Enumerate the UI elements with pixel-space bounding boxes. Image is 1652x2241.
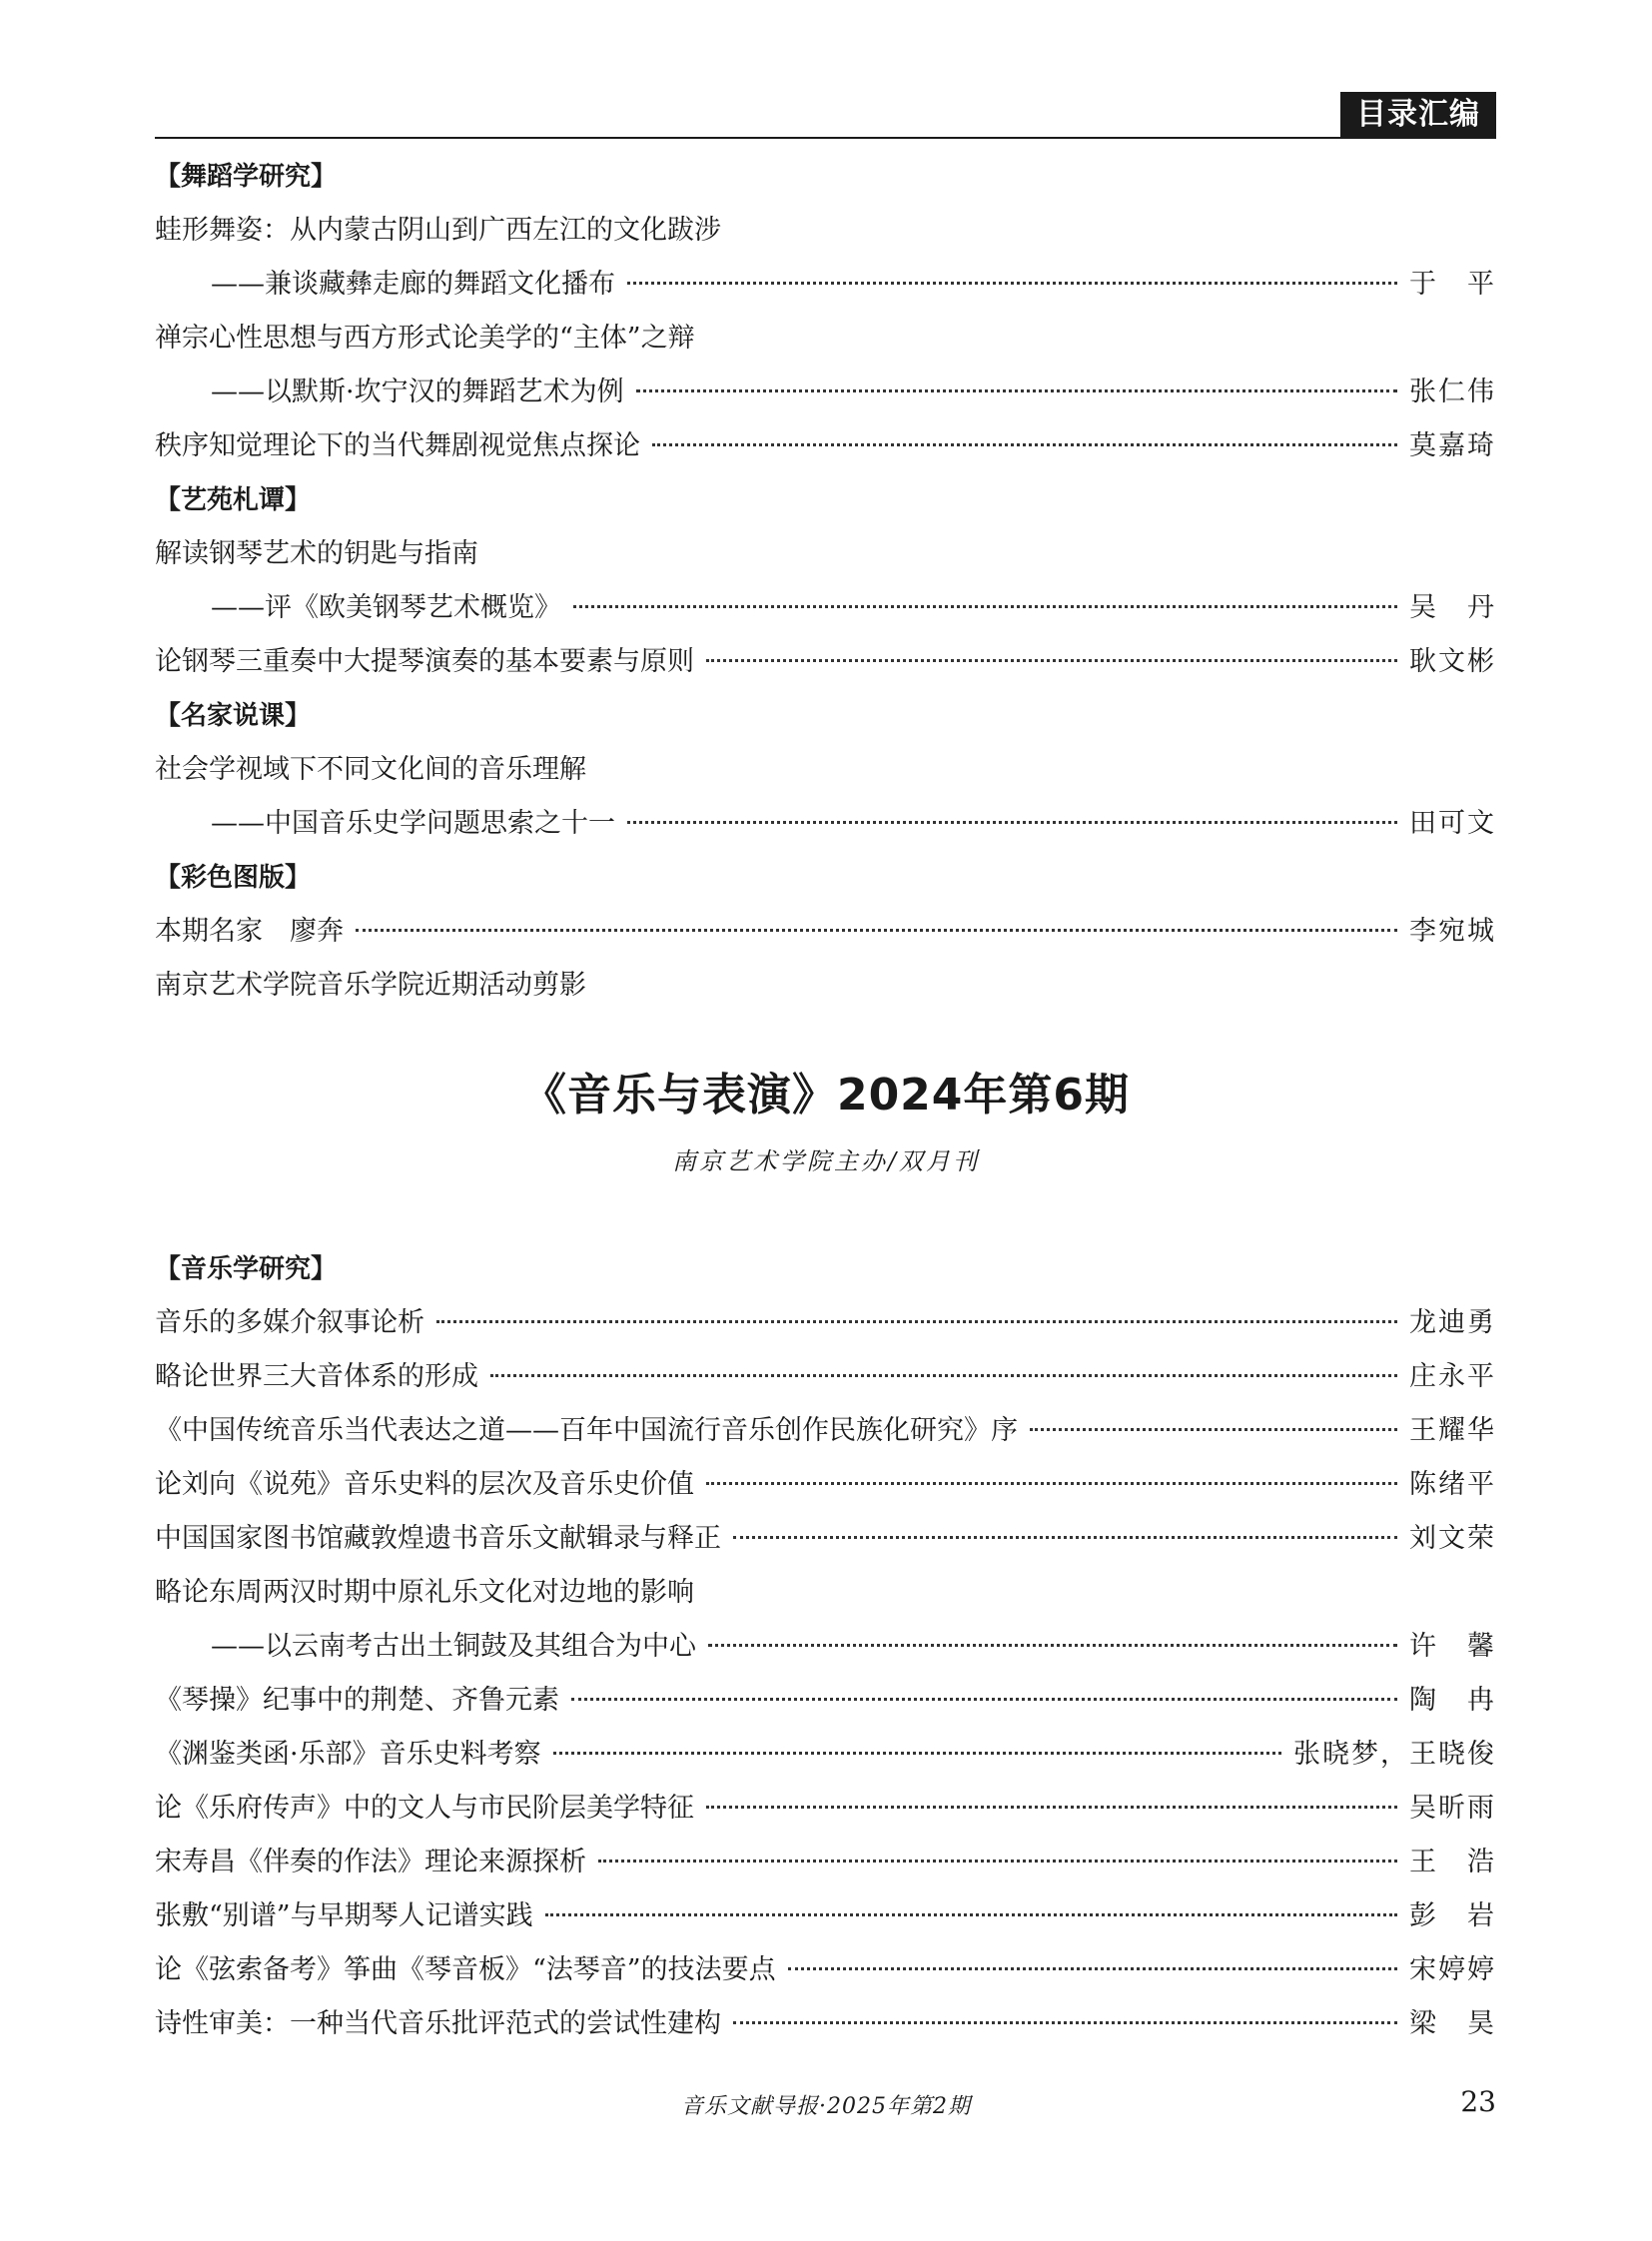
dot-leader (627, 281, 1397, 285)
entry-title: 解读钢琴艺术的钥匙与指南 (155, 538, 478, 569)
entry-title: ——以云南考古出土铜鼓及其组合为中心 (211, 1631, 696, 1662)
dot-leader (490, 1373, 1397, 1377)
entry-title: 蛙形舞姿：从内蒙古阴山到广西左江的文化跋涉 (155, 215, 721, 246)
dot-leader (436, 1319, 1397, 1323)
toc-entry (155, 1728, 1496, 1782)
entry-author: 吴 丹 (1409, 592, 1496, 623)
entry-title: 社会学视域下不同文化间的音乐理解 (155, 754, 586, 785)
entry-title: 论《弦索备考》筝曲《琴音板》“法琴音”的技法要点 (155, 1954, 776, 1985)
entry-title: 略论世界三大音体系的形成 (155, 1361, 478, 1392)
toc-entry (155, 1836, 1496, 1889)
toc-entry (155, 959, 1496, 1013)
dot-leader (627, 820, 1397, 824)
entry-author: 彭 岩 (1409, 1900, 1496, 1931)
toc-entry (155, 366, 1496, 419)
footer-journal: 音乐文献导报·2025年第2期 (681, 2094, 971, 2119)
toc-entry (155, 1620, 1496, 1674)
section-heading: 【艺苑札谭】 (155, 485, 312, 515)
dot-leader (708, 1643, 1397, 1647)
entry-author: 莫嘉琦 (1409, 430, 1496, 461)
entry-author: 刘文荣 (1409, 1523, 1496, 1554)
dot-leader (733, 1535, 1397, 1539)
entry-title: 本期名家 廖奔 (155, 916, 344, 947)
toc-entry (155, 1350, 1496, 1404)
entry-author: 庄永平 (1409, 1361, 1496, 1392)
dot-leader (545, 1912, 1397, 1916)
entry-author: 张仁伟 (1409, 376, 1496, 407)
toc-entry (155, 1512, 1496, 1566)
entry-author: 宋婷婷 (1409, 1954, 1496, 1985)
header-rule (155, 137, 1496, 139)
entry-title: 略论东周两汉时期中原礼乐文化对边地的影响 (155, 1577, 694, 1608)
section-heading: 【音乐学研究】 (155, 1254, 338, 1284)
toc-entry (155, 1404, 1496, 1458)
entry-author: 王耀华 (1409, 1415, 1496, 1446)
section-tag: 目录汇编 (1340, 92, 1496, 138)
toc-entry (155, 527, 1496, 581)
entry-author: 陶 冉 (1409, 1685, 1496, 1716)
toc-entry (155, 1943, 1496, 1997)
entry-title: 中国国家图书馆藏敦煌遗书音乐文献辑录与释正 (155, 1523, 721, 1554)
section-heading: 【舞蹈学研究】 (155, 162, 338, 192)
entry-author: 陈绪平 (1409, 1469, 1496, 1500)
dot-leader (598, 1859, 1397, 1863)
entry-author: 梁 昊 (1409, 2008, 1496, 2039)
entry-author: 王 浩 (1409, 1847, 1496, 1877)
toc-entry (155, 743, 1496, 797)
toc-entry (155, 1566, 1496, 1620)
entry-author: 于 平 (1409, 269, 1496, 300)
entry-title: 论《乐府传声》中的文人与市民阶层美学特征 (155, 1793, 694, 1824)
dot-leader (706, 1481, 1397, 1485)
dot-leader (652, 442, 1397, 446)
toc-block-current-issue (155, 1242, 1496, 2051)
toc-entry (155, 1458, 1496, 1512)
page-number: 23 (1460, 2085, 1496, 2118)
dot-leader (356, 928, 1397, 932)
entry-author: 张晓梦，王晓俊 (1293, 1739, 1496, 1770)
toc-entry (155, 312, 1496, 366)
section-heading: 【名家说课】 (155, 701, 312, 731)
toc-entry (155, 635, 1496, 689)
toc-entry (155, 419, 1496, 473)
toc-entry (155, 204, 1496, 258)
dot-leader (706, 658, 1397, 662)
entry-author: 耿文彬 (1409, 646, 1496, 677)
entry-title: 宋寿昌《伴奏的作法》理论来源探析 (155, 1847, 586, 1877)
dot-leader (1030, 1427, 1397, 1431)
toc-entry (155, 1674, 1496, 1728)
entry-author: 许 馨 (1409, 1631, 1496, 1662)
entry-title: 《渊鉴类函·乐部》音乐史料考察 (155, 1739, 541, 1770)
entry-author: 吴昕雨 (1409, 1793, 1496, 1824)
toc-entry (155, 905, 1496, 959)
toc-entry (155, 1889, 1496, 1943)
dot-leader (571, 1697, 1397, 1701)
dot-leader (788, 1966, 1397, 1970)
toc-entry (155, 258, 1496, 312)
toc-entry (155, 797, 1496, 851)
entry-title: 秩序知觉理论下的当代舞剧视觉焦点探论 (155, 430, 640, 461)
entry-title: 《中国传统音乐当代表达之道——百年中国流行音乐创作民族化研究》序 (155, 1415, 1018, 1446)
section-heading: 【彩色图版】 (155, 863, 312, 893)
entry-title: ——以默斯·坎宁汉的舞蹈艺术为例 (211, 376, 624, 407)
toc-entry (155, 1782, 1496, 1836)
entry-title: ——评《欧美钢琴艺术概览》 (211, 592, 561, 623)
dot-leader (706, 1805, 1397, 1809)
entry-author: 龙迪勇 (1409, 1307, 1496, 1338)
entry-title: 音乐的多媒介叙事论析 (155, 1307, 424, 1338)
entry-title: 论钢琴三重奏中大提琴演奏的基本要素与原则 (155, 646, 694, 677)
toc-entry (155, 1296, 1496, 1350)
entry-author: 田可文 (1409, 808, 1496, 839)
entry-title: ——兼谈藏彝走廊的舞蹈文化播布 (211, 269, 615, 300)
entry-title: 张敷“别谱”与早期琴人记谱实践 (155, 1900, 533, 1931)
dot-leader (733, 2020, 1397, 2024)
entry-title: 诗性审美：一种当代音乐批评范式的尝试性建构 (155, 2008, 721, 2039)
toc-entry (155, 581, 1496, 635)
toc-entry (155, 1997, 1496, 2051)
issue-title: 《音乐与表演》2024年第6期 (521, 1070, 1131, 1120)
entry-title: ——中国音乐史学问题思索之十一 (211, 808, 615, 839)
entry-title: 禅宗心性思想与西方形式论美学的“主体”之辩 (155, 323, 695, 354)
entry-title: 论刘向《说苑》音乐史料的层次及音乐史价值 (155, 1469, 694, 1500)
dot-leader (553, 1751, 1281, 1755)
entry-author: 李宛城 (1409, 916, 1496, 947)
entry-title: 《琴操》纪事中的荆楚、齐鲁元素 (155, 1685, 559, 1716)
entry-title: 南京艺术学院音乐学院近期活动剪影 (155, 970, 586, 1001)
dot-leader (636, 388, 1397, 392)
dot-leader (573, 604, 1397, 608)
toc-block-previous-issue (155, 150, 1496, 1013)
issue-subtitle: 南京艺术学院主办/双月刊 (671, 1147, 981, 1175)
